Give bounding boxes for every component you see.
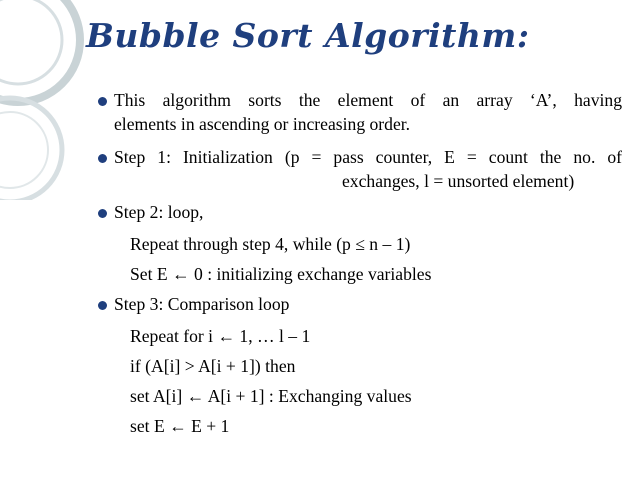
slide-title: Bubble Sort Algorithm: [86,16,530,55]
step-line: set A[i] ← A[i + 1] : Exchanging values [130,386,412,406]
bullet-marker [98,97,107,106]
bullet-marker [98,209,107,218]
step-heading: Step 3: Comparison loop [114,294,290,314]
step-line: Repeat for i ← 1, … l – 1 [130,326,311,346]
step-line: Set E ← 0 : initializing exchange variables [130,264,432,284]
bullet-text: elements in ascending or increasing order. [114,114,411,134]
bullet-marker [98,301,107,310]
bullet-marker [98,154,107,163]
step-line: if (A[i] > A[i + 1]) then [130,356,296,376]
bullet-text: This algorithm sorts the element of an array ‘A’, having [114,90,622,110]
step-line: set E ← E + 1 [130,416,230,436]
bullet-text: Step 1: Initialization (p = pass counter, E = count the no. of [114,147,622,167]
step-heading: Step 2: loop, [114,202,204,222]
bullet-text: exchanges, l = unsorted element) [342,171,575,191]
step-line: Repeat through step 4, while (p ≤ n – 1) [130,234,411,254]
